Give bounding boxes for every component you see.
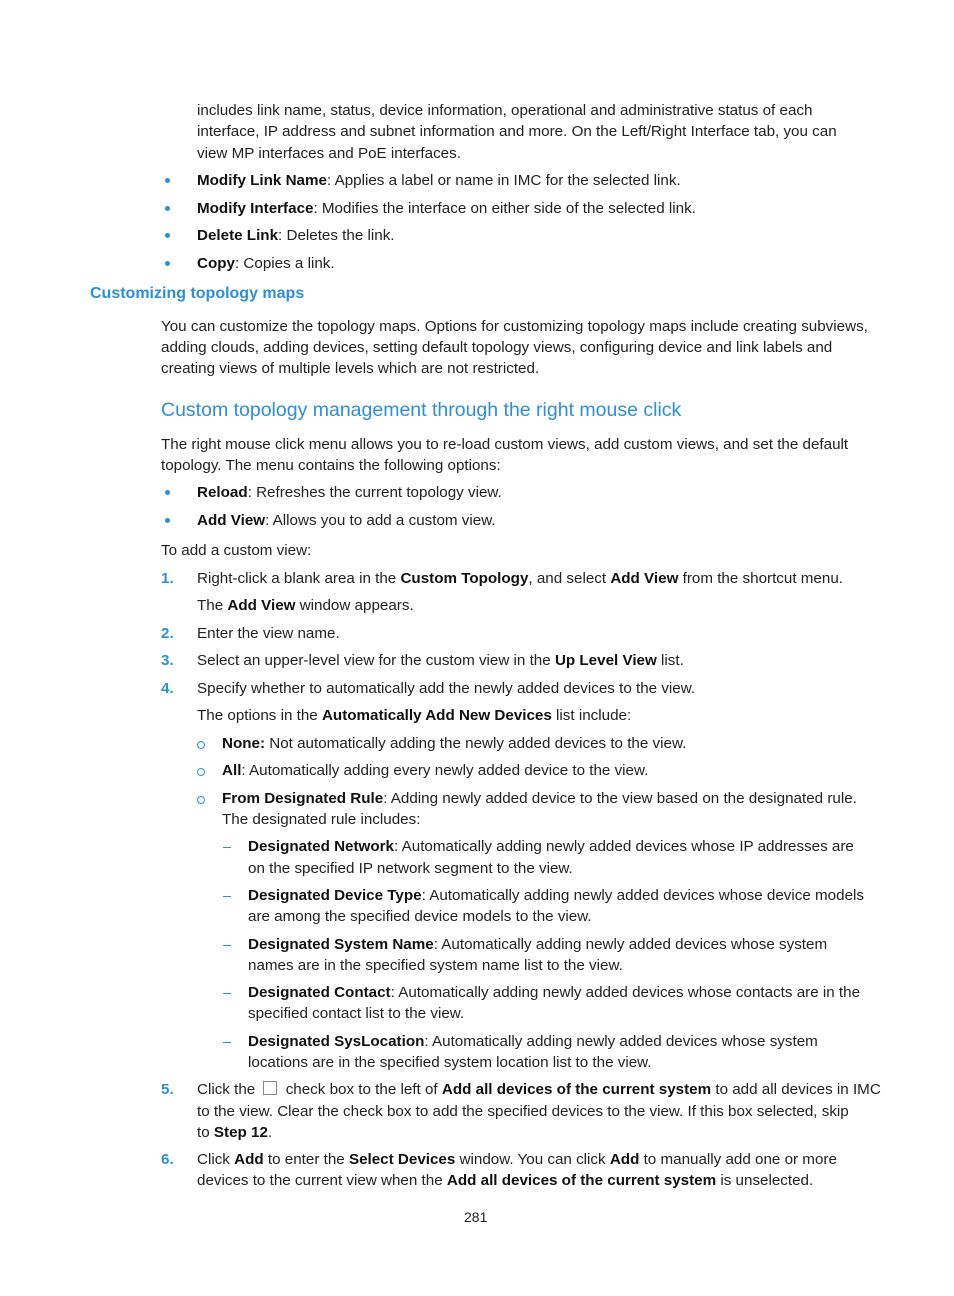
step-6-text: Click Add to enter the Select Devices window. You can click Add to manually add one or more: [197, 1151, 837, 1168]
step-number: 1.: [161, 570, 174, 587]
dash-bullet-icon: [223, 1042, 231, 1043]
bullet-icon: [165, 490, 170, 495]
step-number: 3.: [161, 652, 174, 669]
page-number: 281: [464, 1209, 488, 1225]
step-3-text: Select an upper-level view for the custom view in the Up Level View list.: [197, 652, 684, 669]
list-item: Reload: Refreshes the current topology view.: [197, 484, 502, 501]
rule-item: Designated Contact: Automatically adding newly added devices whose contacts are in the: [248, 984, 861, 1001]
option-all: All: Automatically adding every newly added device to the view.: [222, 762, 649, 779]
section-para-line-3: creating views of multiple levels which are not restricted.: [161, 360, 540, 377]
circle-bullet-icon: [197, 741, 205, 749]
list-item: Delete Link: Deletes the link.: [197, 227, 395, 244]
intro-line-1: includes link name, status, device information, operational and administrative status of each: [197, 102, 813, 119]
subsection-para-line-1: The right mouse click menu allows you to re-load custom views, add custom views, and set the default: [161, 436, 849, 453]
step-number: 5.: [161, 1081, 174, 1098]
list-item: Modify Link Name: Applies a label or name in IMC for the selected link.: [197, 172, 681, 189]
intro-line-3: view MP interfaces and PoE interfaces.: [197, 145, 461, 162]
step-1-result: The Add View window appears.: [197, 597, 414, 614]
step-5-text: Click the check box to the left of Add all devices of the current system to add all devices in IMC: [197, 1081, 881, 1098]
list-item: Add View: Allows you to add a custom view.: [197, 512, 496, 529]
step-6-line-2: devices to the current view when the Add all devices of the current system is unselected.: [197, 1172, 814, 1189]
step-number: 2.: [161, 625, 174, 642]
rule-item-line-2: on the specified IP network segment to the view.: [248, 860, 573, 877]
step-4-options-lead: The options in the Automatically Add New Devices list include:: [197, 707, 632, 724]
subsection-heading: Custom topology management through the right mouse click: [161, 399, 682, 421]
step-1-text: Right-click a blank area in the Custom Topology, and select Add View from the shortcut menu.: [197, 570, 843, 587]
checkbox-icon: [263, 1081, 277, 1095]
step-2-text: Enter the view name.: [197, 625, 340, 642]
section-heading: Customizing topology maps: [90, 285, 305, 302]
rule-item: Designated Device Type: Automatically adding newly added devices whose device models: [248, 887, 864, 904]
subsection-para-line-2: topology. The menu contains the following options:: [161, 457, 501, 474]
list-item: Copy: Copies a link.: [197, 255, 335, 272]
circle-bullet-icon: [197, 796, 205, 804]
lead-text: To add a custom view:: [161, 542, 312, 559]
option-none: None: Not automatically adding the newly added devices to the view.: [222, 735, 687, 752]
step-4-text: Specify whether to automatically add the newly added devices to the view.: [197, 680, 696, 697]
step-5-line-2: to the view. Clear the check box to add the specified devices to the view. If this box selected, skip: [197, 1103, 849, 1120]
circle-bullet-icon: [197, 768, 205, 776]
rule-item: Designated Network: Automatically adding newly added devices whose IP addresses are: [248, 838, 854, 855]
rule-item-line-2: are among the specified device models to the view.: [248, 908, 592, 925]
option-rule-line-2: The designated rule includes:: [222, 811, 421, 828]
rule-item: Designated SysLocation: Automatically adding newly added devices whose system: [248, 1033, 818, 1050]
dash-bullet-icon: [223, 945, 231, 946]
bullet-icon: [165, 206, 170, 211]
rule-item-line-2: specified contact list to the view.: [248, 1005, 465, 1022]
rule-item: Designated System Name: Automatically adding newly added devices whose system: [248, 936, 828, 953]
rule-item-line-2: locations are in the specified system location list to the view.: [248, 1054, 652, 1071]
step-5-line-3: to Step 12.: [197, 1124, 273, 1141]
step-number: 4.: [161, 680, 174, 697]
dash-bullet-icon: [223, 847, 231, 848]
section-para-line-2: adding clouds, adding devices, setting default topology views, configuring device and link labels and: [161, 339, 833, 356]
list-item: Modify Interface: Modifies the interface on either side of the selected link.: [197, 200, 696, 217]
step-number: 6.: [161, 1151, 174, 1168]
intro-line-2: interface, IP address and subnet information and more. On the Left/Right Interface tab, you can: [197, 123, 837, 140]
bullet-icon: [165, 261, 170, 266]
bullet-icon: [165, 233, 170, 238]
bullet-icon: [165, 518, 170, 523]
option-rule: From Designated Rule: Adding newly added device to the view based on the designated rule.: [222, 790, 857, 807]
rule-item-line-2: names are in the specified system name list to the view.: [248, 957, 623, 974]
dash-bullet-icon: [223, 993, 231, 994]
section-para-line-1: You can customize the topology maps. Options for customizing topology maps include creating subviews,: [161, 318, 868, 335]
bullet-icon: [165, 178, 170, 183]
dash-bullet-icon: [223, 896, 231, 897]
